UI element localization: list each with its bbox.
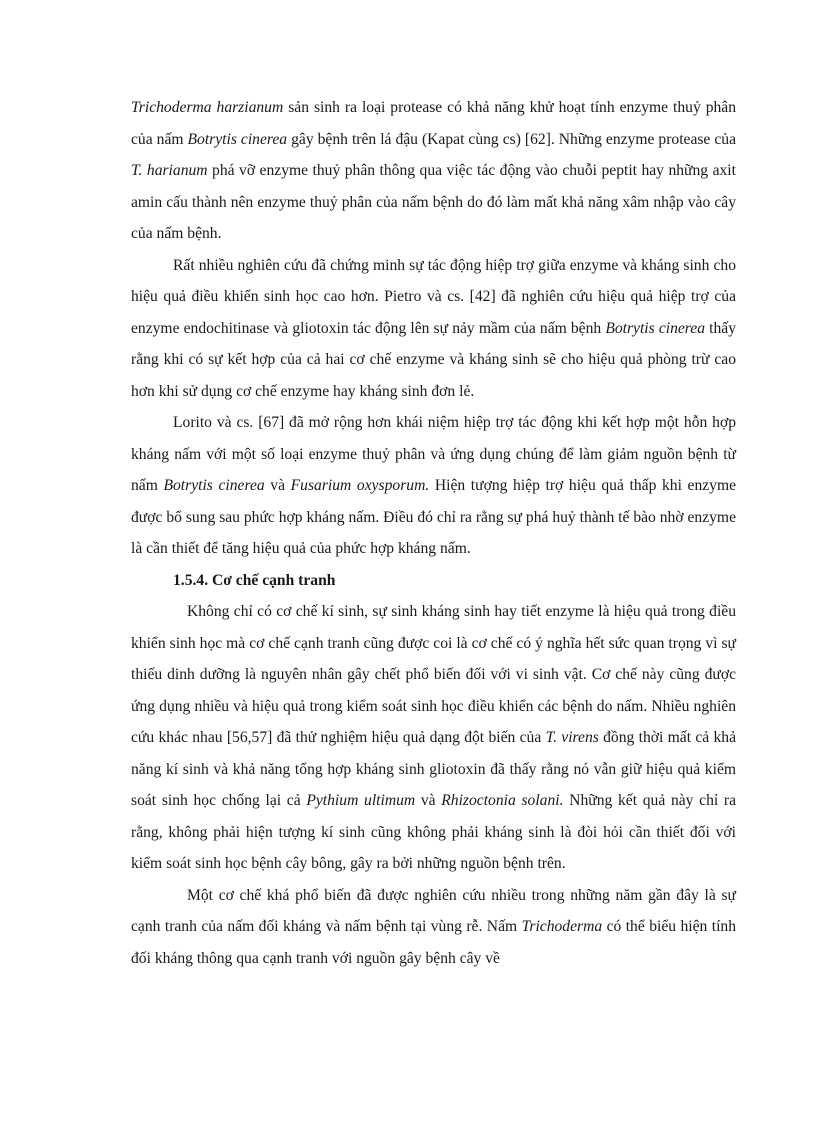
paragraph-competition xyxy=(131,596,736,880)
section-heading: 1.5.4. Cơ chế cạnh tranh xyxy=(173,571,336,589)
species-name: Trichoderma harzianum xyxy=(131,99,284,116)
text-run: gây bệnh trên lá đậu (Kapat cùng cs) [62]. Những enzyme protease của xyxy=(287,130,737,148)
text-run: phá vỡ enzyme thuỷ phân thông qua việc tác động vào chuỗi peptit hay những axit amin cấu thành nên enzyme thuỷ phân của nấm bệnh do đó làm mất khả năng xâm nhập vào cây của nấm bệnh. xyxy=(131,162,736,242)
document-page xyxy=(131,92,736,974)
text-run: thấy rằng khi có sự kết hợp của cả hai cơ chế enzyme và kháng sinh sẽ cho hiệu quả phòng trừ cao hơn khi sử dụng cơ chế enzyme hay kháng sinh đơn lẻ. xyxy=(131,319,736,400)
text-run: sản sinh ra loại protease có khả năng khử hoạt tính enzyme thuỷ phân của nấm xyxy=(131,99,737,148)
text-run: Những kết quả này chỉ ra rằng, không phải hiện tượng kí sinh cũng không phải kháng sinh là đòi hỏi cần thiết đối với kiểm soát sinh học bệnh cây bông, gây ra bởi những nguồn bệnh trên. xyxy=(131,792,737,872)
species-name: T. harianum xyxy=(131,162,208,179)
text-run: Không chỉ có cơ chế kí sinh, sự sinh kháng sinh hay tiết enzyme là hiệu quả trong điều khiển sinh học mà cơ chế cạnh tranh cũng được coi là cơ chế có ý nghĩa hết sức quan trọng vì sự thiếu dinh dưỡng là nguyên nhân gây chết phổ biến đối với vi sinh vật. Cơ chế này cũng được ứng dụng nhiều và hiệu quả trong kiểm soát sinh học điều khiển các bệnh do nấm. Nhiều nghiên cứu khác nhau [56,57] đã thử nghiệm hiệu quả dạng đột biến của xyxy=(131,603,736,746)
text-run: và xyxy=(415,792,442,809)
species-name: Botrytis cinerea xyxy=(163,477,265,494)
text-run: Rất nhiều nghiên cứu đã chứng minh sự tác động hiệp trợ giữa enzyme và kháng sinh cho hiệu quả điều khiển sinh học cao hơn. Pietro và cs. [42] đã nghiên cứu hiệu quả hiệp trợ của enzyme endochitinase và gliotoxin tác động lên sự nảy mầm của nấm bệnh xyxy=(131,256,736,337)
species-name: T. virens xyxy=(545,729,599,746)
paragraph-protease xyxy=(131,92,736,250)
text-run: Lorito và cs. [67] đã mở rộng hơn khái niệm hiệp trợ tác động khi kết hợp một hỗn hợp kháng nấm với một số loại enzyme thuỷ phân và ứng dụng chúng để làm giảm nguồn bệnh từ nấm xyxy=(131,414,736,494)
species-name: Fusarium oxysporum. xyxy=(290,477,430,494)
text-run: Hiện tượng hiệp trợ hiệu quả thấp khi enzyme được bổ sung sau phức hợp kháng nấm. Điều đó chỉ ra rằng sự phá huỷ thành tế bào nhờ enzyme là cần thiết để tăng hiệu quả của phức hợp kháng nấm. xyxy=(131,477,737,557)
text-run: Một cơ chế khá phổ biến đã được nghiên cứu nhiều trong những năm gần đây là sự cạnh tranh của nấm đối kháng và nấm bệnh tại vùng rễ. Nấm xyxy=(131,886,736,935)
paragraph-synergy xyxy=(131,250,736,408)
species-name: Trichoderma xyxy=(521,918,603,935)
species-name: Botrytis cinerea xyxy=(605,319,706,337)
species-name: Botrytis cinerea xyxy=(187,130,288,148)
paragraph-root-zone xyxy=(131,880,736,975)
text-run: đồng thời mất cả khả năng kí sinh và khả năng tổng hợp kháng sinh gliotoxin đã thấy rằng nó vẫn giữ hiệu quả kiểm soát sinh học chống lại cả xyxy=(131,729,737,809)
paragraph-lorito xyxy=(131,407,736,565)
text-run: có thể biểu hiện tính đối kháng thông qua cạnh tranh với nguồn gây bệnh cây về xyxy=(131,918,737,967)
species-name: Pythium ultimum xyxy=(306,792,416,809)
text-run: và xyxy=(264,477,291,494)
species-name: Rhizoctonia solani. xyxy=(441,792,564,809)
